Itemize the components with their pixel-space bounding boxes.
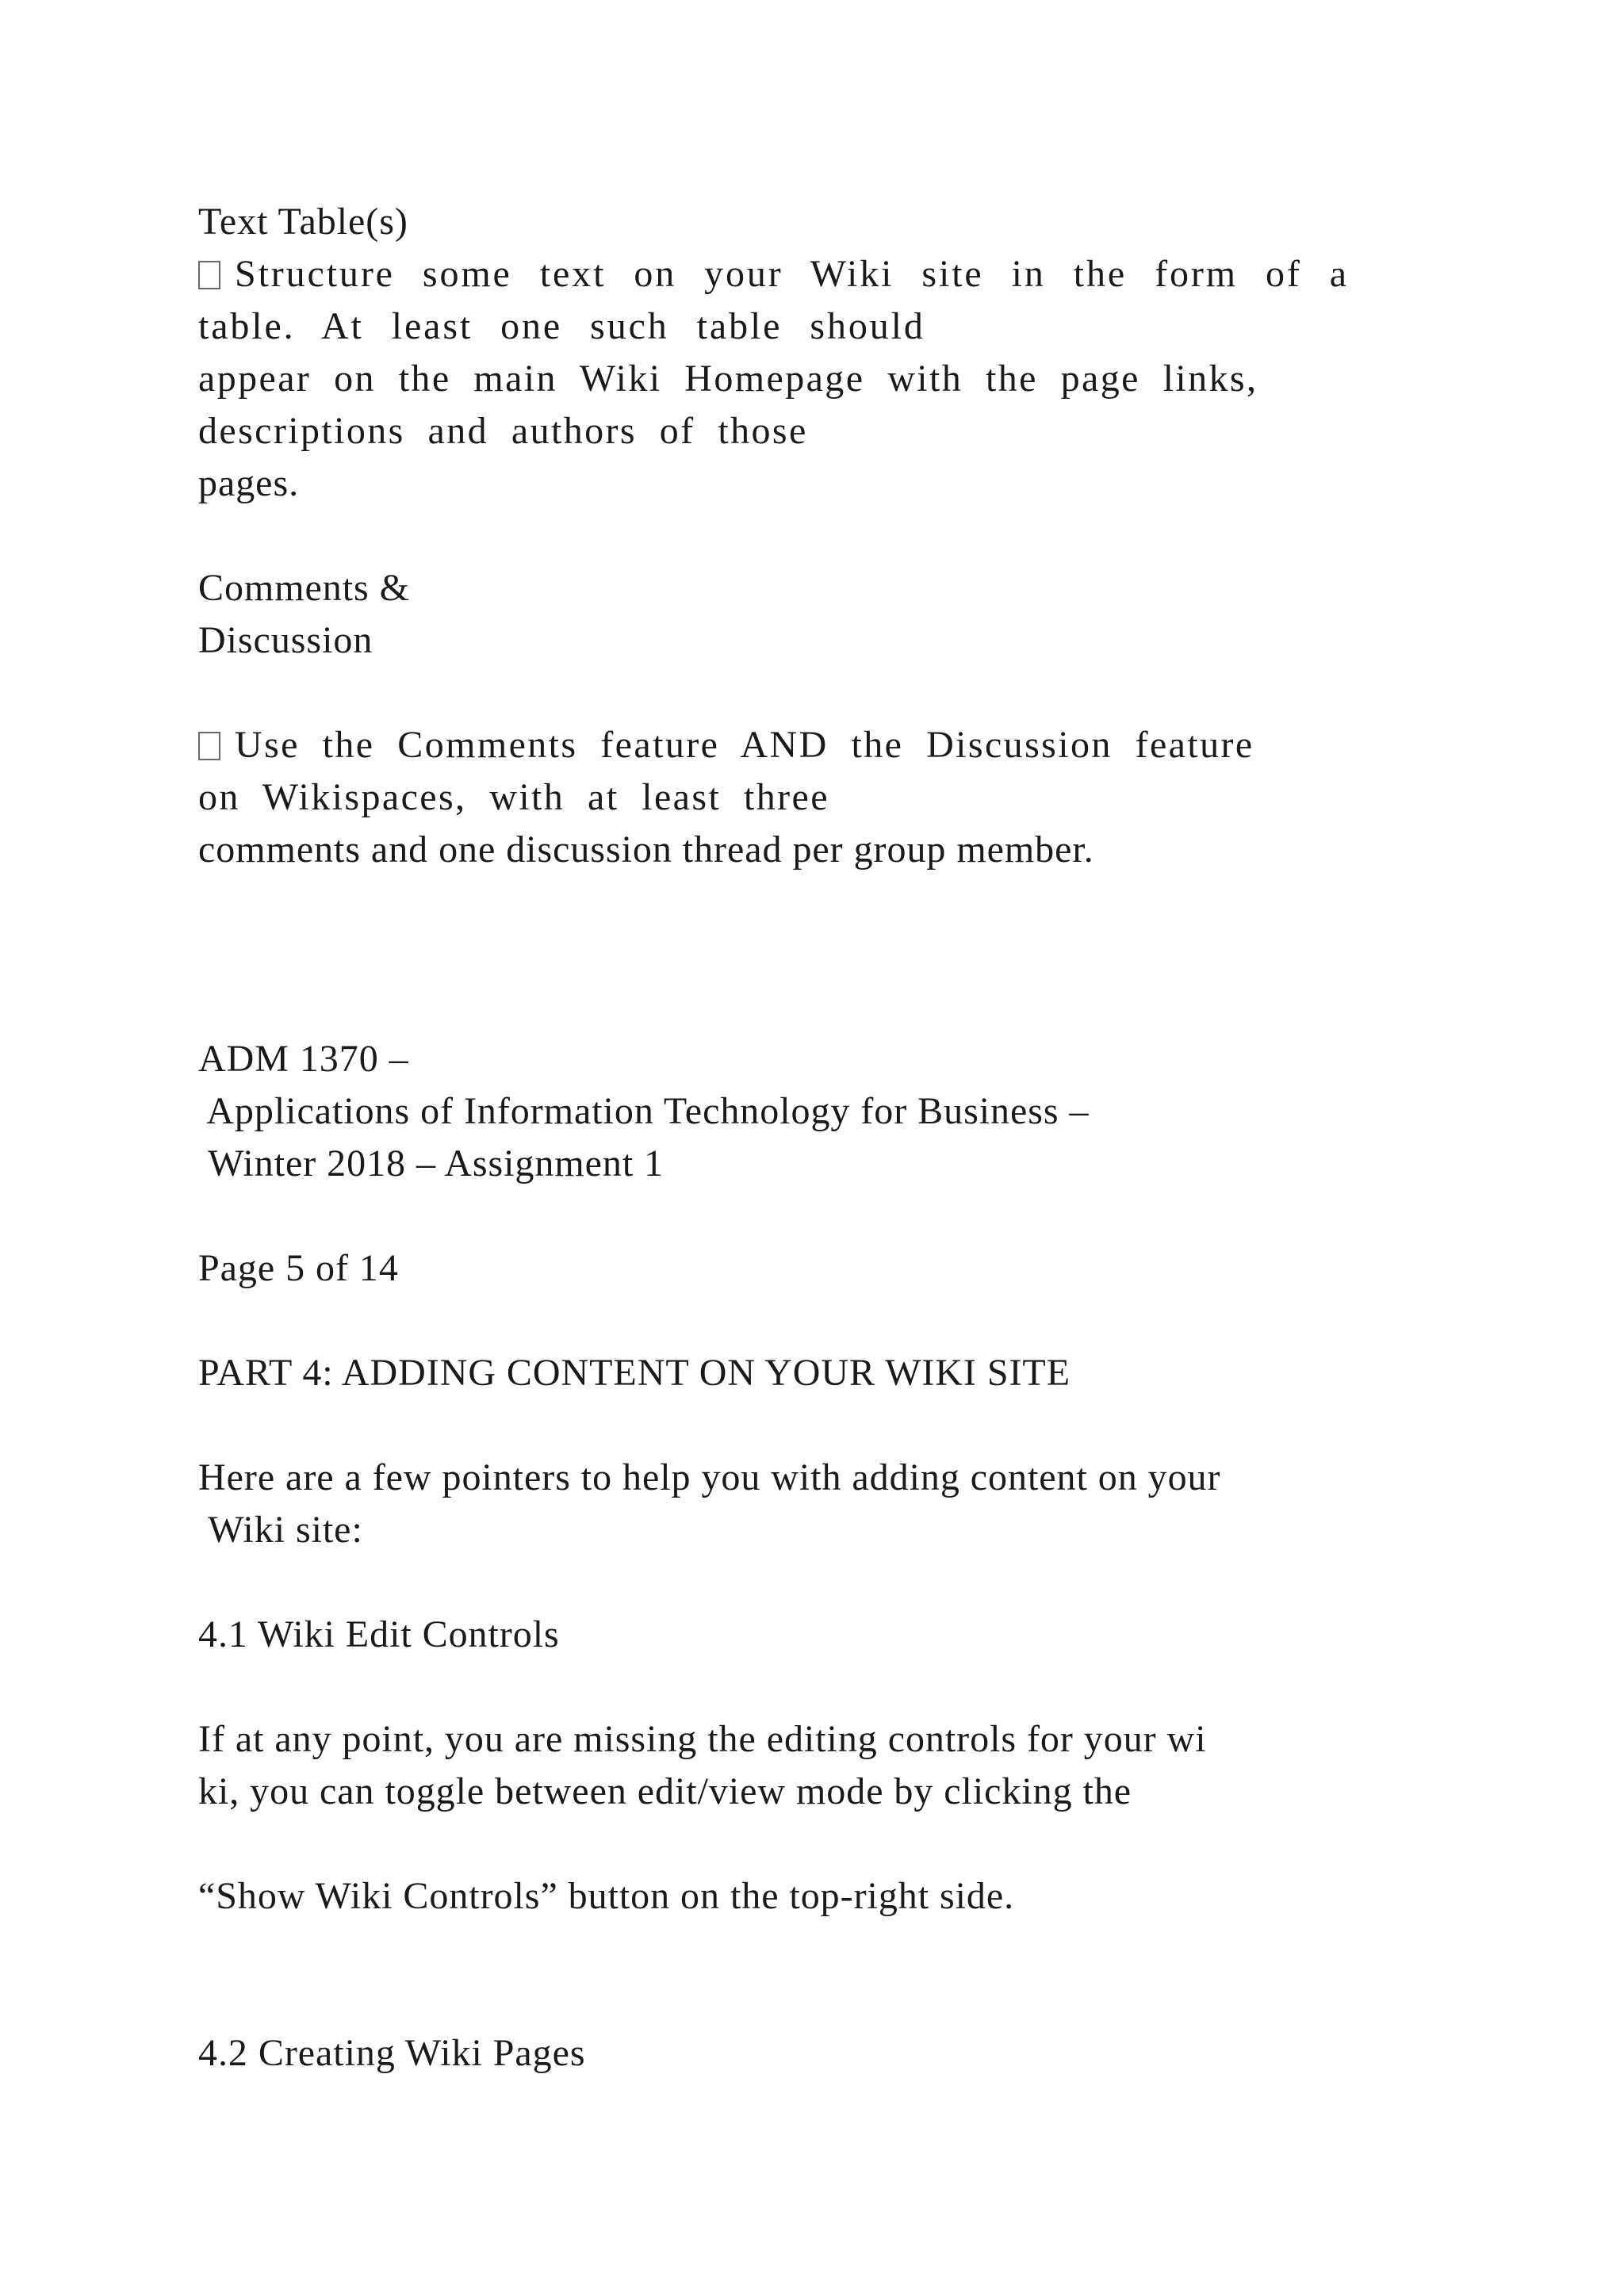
footer-term: Winter 2018 – Assignment 1 xyxy=(198,1142,665,1184)
footer-course-title: Applications of Information Technology for Business – xyxy=(198,1090,1090,1132)
subsection-4-1-line-3: “Show Wiki Controls” button on the top-right side. xyxy=(198,1875,1015,1917)
bullet-glyph-icon xyxy=(198,261,220,289)
part4-heading: PART 4: ADDING CONTENT ON YOUR WIKI SITE xyxy=(198,1352,1071,1394)
bullet-text-tables-line-2: table. At least one such table should xyxy=(198,305,925,347)
bullet-glyph-icon xyxy=(198,732,220,760)
subsection-4-1-line-2: ki, you can toggle between edit/view mode by clicking the xyxy=(198,1770,1132,1812)
subsection-4-2-heading: 4.2 Creating Wiki Pages xyxy=(198,2032,586,2074)
bullet-text-tables-line-3: appear on the main Wiki Homepage with the page links, xyxy=(198,358,1258,400)
section-heading-comments-line-1: Comments & xyxy=(198,567,410,609)
bullet-text-tables xyxy=(198,248,1349,300)
bullet-comments-line-3: comments and one discussion thread per group member. xyxy=(198,828,1094,871)
bullet-text-tables-line-1: Structure some text on your Wiki site in the form of a xyxy=(235,253,1349,295)
bullet-comments-line-1: Use the Comments feature AND the Discussion feature xyxy=(235,724,1254,766)
bullet-text-tables-line-4: descriptions and authors of those xyxy=(198,410,808,452)
part4-intro-line-1: Here are a few pointers to help you with adding content on your xyxy=(198,1456,1221,1498)
footer-course-code: ADM 1370 – xyxy=(198,1038,409,1080)
page-number: Page 5 of 14 xyxy=(198,1247,399,1289)
bullet-comments xyxy=(198,719,1254,771)
bullet-text-tables-line-5: pages. xyxy=(198,462,300,504)
section-heading-comments-line-2: Discussion xyxy=(198,619,373,661)
subsection-4-1-line-1: If at any point, you are missing the editing controls for your wi xyxy=(198,1718,1207,1760)
bullet-comments-line-2: on Wikispaces, with at least three xyxy=(198,776,829,818)
section-heading-text-tables: Text Table(s) xyxy=(198,201,408,243)
subsection-4-1-heading: 4.1 Wiki Edit Controls xyxy=(198,1613,560,1655)
part4-intro-line-2: Wiki site: xyxy=(198,1509,363,1551)
